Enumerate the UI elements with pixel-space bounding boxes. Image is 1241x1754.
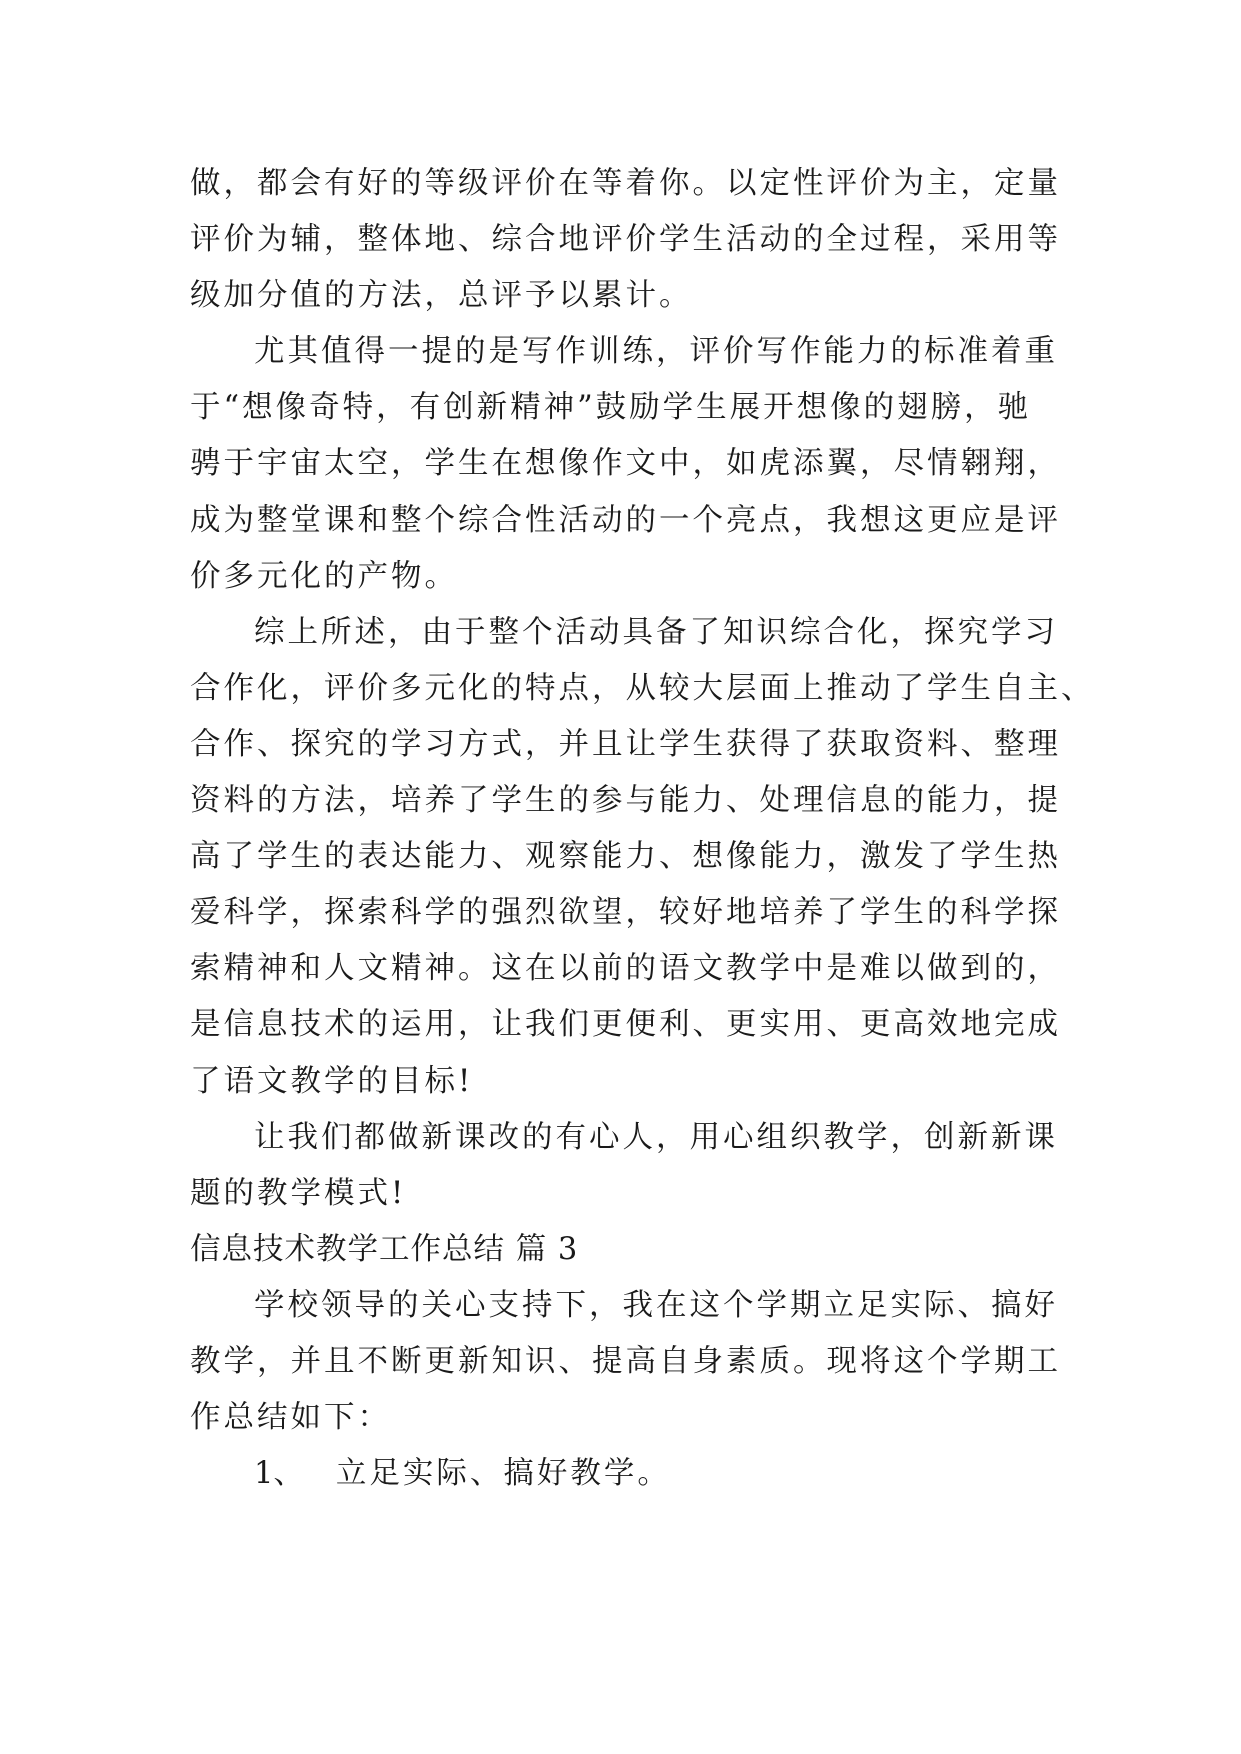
text-line: 评价为辅，整体地、综合地评价学生活动的全过程，采用等 xyxy=(190,222,1061,258)
text-line: 题的教学模式! xyxy=(190,1175,407,1211)
list-item xyxy=(190,1446,1050,1502)
text-line: 学校领导的关心支持下，我在这个学期立足实际、搞好 xyxy=(254,1287,1058,1323)
document-body xyxy=(190,156,1095,1502)
list-item-number: 1、 xyxy=(254,1456,304,1492)
text-line: 教学，并且不断更新知识、提高自身素质。现将这个学期工 xyxy=(190,1343,1061,1379)
text-line: 让我们都做新课改的有心人，用心组织教学，创新新课 xyxy=(254,1119,1058,1155)
text-line: 于“想像奇特，有创新精神”鼓励学生展开想像的翅膀，驰 xyxy=(190,390,1032,426)
paragraph-writing-training xyxy=(190,324,1061,604)
text-line: 做，都会有好的等级评价在等着你。以定性评价为主，定量 xyxy=(190,166,1061,201)
text-line: 资料的方法，培养了学生的参与能力、处理信息的能力，提 xyxy=(190,783,1061,819)
paragraph-closing-call xyxy=(190,1110,1058,1222)
list-item-text: 立足实际、搞好教学。 xyxy=(335,1456,671,1492)
text-line: 作总结如下： xyxy=(190,1400,391,1436)
text-line: 索精神和人文精神。这在以前的语文教学中是难以做到的， xyxy=(190,951,1061,987)
text-line: 综上所述，由于整个活动具备了知识综合化，探究学习 xyxy=(254,614,1058,650)
text-line: 价多元化的产物。 xyxy=(190,558,458,594)
text-line: 尤其值得一提的是写作训练，评价写作能力的标准着重 xyxy=(254,334,1058,370)
text-line: 高了学生的表达能力、观察能力、想像能力，激发了学生热 xyxy=(190,839,1061,875)
text-line: 级加分值的方法，总评予以累计。 xyxy=(190,278,693,314)
text-line: 合作、探究的学习方式，并且让学生获得了获取资料、整理 xyxy=(190,726,1061,762)
text-line: 合作化，评价多元化的特点，从较大层面上推动了学生自主、 xyxy=(190,670,1095,706)
text-line: 了语文教学的目标! xyxy=(190,1063,474,1099)
paragraph-evaluation-method xyxy=(190,156,1061,324)
paragraph-summary xyxy=(190,605,1095,1110)
text-line: 骋于宇宙太空，学生在想像作文中，如虎添翼，尽情翱翔， xyxy=(190,446,1061,482)
text-line: 是信息技术的运用，让我们更便利、更实用、更高效地完成 xyxy=(190,1007,1061,1043)
text-line: 成为整堂课和整个综合性活动的一个亮点，我想这更应是评 xyxy=(190,502,1061,538)
section-heading: 信息技术教学工作总结 篇 3 xyxy=(190,1231,579,1267)
paragraph-introduction xyxy=(190,1278,1061,1446)
text-line: 爱科学，探索科学的强烈欲望，较好地培养了学生的科学探 xyxy=(190,895,1061,931)
